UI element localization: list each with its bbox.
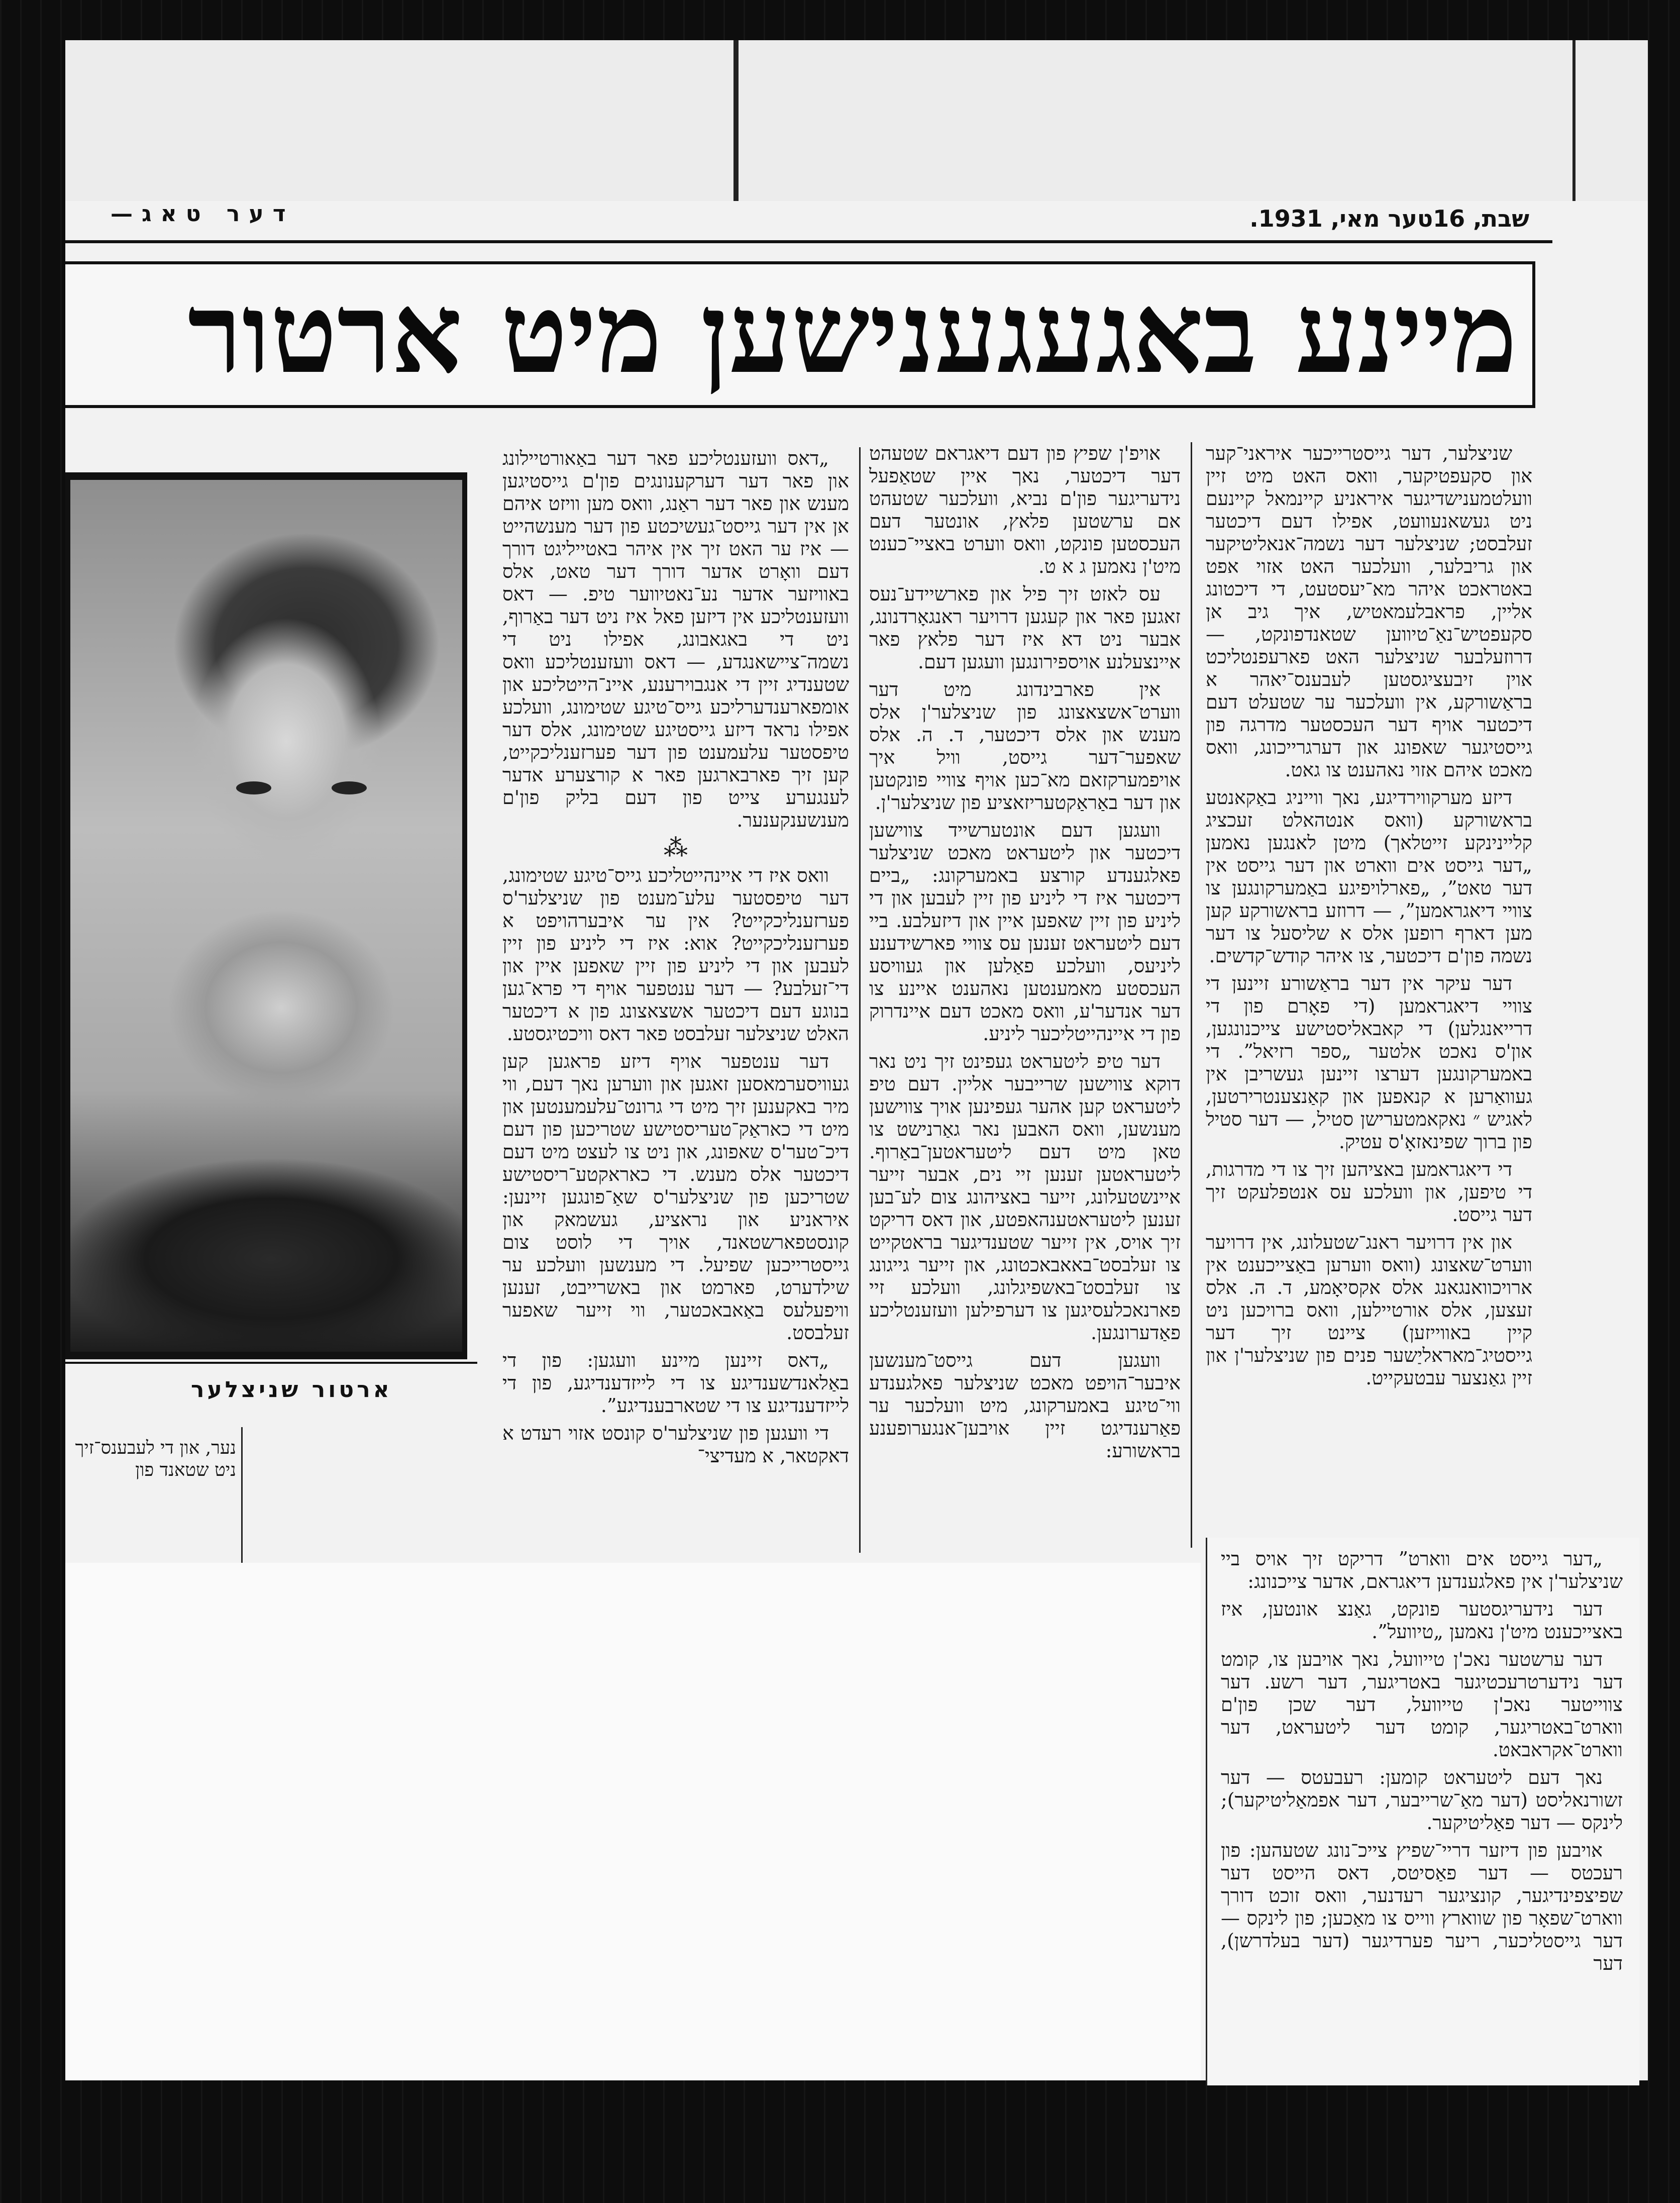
masthead-rule	[65, 240, 1552, 243]
paragraph: „דאס זיינען מיינע וועגען: פון די באַלאנדשענדיגע צו די לייזדענדיגע, פון די לייזדענדיגע צו די שטארבענדיגע”.	[502, 1349, 849, 1417]
fold-line	[733, 40, 739, 201]
clipping-top-margin	[65, 40, 1648, 201]
paragraph: וועגען דעם אונטערשייד צווישען דיכטער און ליטעראט מאכט שניצלער פאלגענדע קורצע באמערקונג: „ביים דיכטער איז די ליניע פון זיין לעבען און די ליניע פון זיין שאפען איין און דיזעלבע. ביי דעם ליטעראט זענען עס צוויי פארשידענע ליניעס, וועלכע פאַלען און געוויסע העכסטע מאמענטען נאהענט איינע צו דער אנדער'ע, וואס מאכט דעם איינדרוק פון די איינהייטליכער ליניע.	[869, 819, 1181, 1045]
paragraph: דער ערשטער נאכ'ן טייוועל, נאך אויבען צו, קומט דער נידערטרעכטיגער באטריגער, דער רשע. דער צווייטער נאכ'ן טייוועל, דער שכן פון'ם ווארט־באטריגער, קומט דער ליטעראט, דער ווארט־אקראבאט.	[1221, 1648, 1623, 1761]
paragraph: די וועגען פון שניצלער'ס קונסט אזוי רעדט א דאקטאר, א מעדיצי־	[502, 1422, 849, 1467]
article-column-2	[869, 442, 1181, 1533]
caption-rule	[65, 1362, 477, 1364]
paragraph: וועגען דעם גייסט־מענשען איבער־הויפט מאכט שניצלער פאלגענדע ווי־טיגע באמערקונג, מיט וועלכער ער פאַרענדיגט זיין אויבען־אנגערופענע בראשורע:	[869, 1349, 1181, 1462]
paragraph: דער נידעריגסטער פונקט, גאַנצ אונטען, איז באצייכענט מיט'ן נאמען „טיוועל”.	[1221, 1598, 1623, 1643]
blank-lower-area	[65, 1563, 1201, 2080]
paragraph: דער ענטפער אויף דיזע פראגען קען געוויסערמאסען זאגען און ווערען נאך דעם, ווי מיר באקענען זיך מיט די גרונט־עלעמענטען און מיט די כאראַק־טעריסטישע שטריכען פון דעם דיכ־טער'ס שאפונג, און ניט צו לעצט מיט דעם דיכטער אלס מענש. די כאראקטע־ריסטישע שטריכען פון שניצלער'ס שאַ־פונגען זיינען: איראניע און נראציע, געשמאק און קונסטפארשטאנד, אויך די לוסט צום גייסטרייכען שפיעל. די מענשען וועלכע ער שילדערט, פארמט און באשרייבט, זענען וויפעלעס באַאבאכטער, ווי זייער שאפער זעלבסט.	[502, 1050, 849, 1344]
left-column-fragment: נער, און די לעבענס־זיך ניט שטאנד פון	[75, 1438, 236, 1480]
article-column-3	[502, 447, 849, 1553]
masthead-date: שבת, 16טער מאי, 1931.	[1249, 205, 1529, 232]
paragraph: וואס איז די איינהייטליכע גייס־טיגע שטימונג, דער טיפסטער עלע־מענט פון שניצלער'ס פערזענליכקייט? אין ער איבערהויפט א פערזענליכקייט? אוא: איז די ליניע פון זיין לעבען און די ליניע פון זיין שאפען איין און די־זעלבע? — דער ענטפער אויף די פרא־גען בנוגע דעם דיכטער אשצאצונג פון א דיכטער האלט שניצלער זעלבסט פאר דאס וויכטיגסטע.	[502, 864, 849, 1045]
portrait-eye	[236, 781, 271, 794]
paragraph: אויבען פון דיזער דריי־שפיץ צייכ־נונג שטעהען: פון רעכטס — דער פאַסיטס, דאס הייסט דער שפיצפינדיגער, קונציגער רעדנער, וואס זוכט דורך ווארט־שפאָר פון שווארץ ווייס צו מאַכען; פון לינקס — דער גייסטליכער, ריער פערדיגער (דער בעלדרשן), דער	[1221, 1839, 1623, 1974]
paragraph: און אין דרויער ראנג־שטעלונג, אין דרויער ווערט־שאצונג (וואס ווערען באַצייכענט אין ארויכוואנגאנג אלס אקסיאָמע, ד. ה. אלס זעצען, אלס אורטיילען, וואס ברויכען ניט קיין באווייזען) ציינט זיך דער גייסטיג־מאראליַשער פנים פון שניצלער'ן און זיין גאַנצער עבטעקייט.	[1206, 1231, 1532, 1389]
paragraph: עס לאזט זיך פיל און פארשיידע־נעס זאגען פאר און קעגען דרויער ראנגאָרדנונג, אבער ניט דא איז דער פלאץ פאר איינצעלנע אויספירונגען וועגען דעם.	[869, 583, 1181, 673]
headline: מיינע באגעגענישען מיט ארטור	[187, 268, 1517, 398]
article-column-1	[1206, 442, 1532, 1523]
section-separator: ⁂	[664, 834, 688, 862]
photo-caption: ארטור שניצלער	[191, 1377, 392, 1403]
masthead-paper-name: דער טאג—	[111, 201, 295, 227]
paragraph: די דיאגראמען באציהען זיך צו די מדרגות, די טיפען, און וועלכע עס אנטפלעקט זיך דער גייסט.	[1206, 1158, 1532, 1226]
paragraph: אין פארבינדונג מיט דער ווערט־אשצאצונג פון שניצלער'ן אלס מענש און אלס דיכטער, ד. ה. אלס שאפער־דער גייסט, וויל איך אויפמערקזאם מא־כען אויף צוויי פונקטען און דער באַראַקטעריזאציע פון שניצלער'ן.	[869, 678, 1181, 814]
paragraph: נאך דעם ליטעראט קומען: רעבעטס — דער זשורנאליסט (דער מאַ־שרייבער, דער אפמאַליטיקער); לינקס — דער פאַליטיקער.	[1221, 1766, 1623, 1834]
portrait-eye	[332, 781, 367, 794]
paragraph: „דאס וועזענטליכע פאר דער באַאורטיילונג און פאר דער דערקענונגים פון'ם גייסטיגען מענש און פאר דער ראַנג, וואס מען וויזט איהם אן אין דער גייסט־געשיכטע פון דער מענשהייט — איז ער האט זיך אין איהר באטייליגט דורך דעם וואָרט אדער דורך דער טאט, אלס באוויזער אדער נע־נאטיווער טיפ. — דאס וועזענטליכע אין דיזען פאל איז ניט דער באַרוף, ניט די באגאבונג, אפילו ניט די נשמה־ציישאנגדע, — דאס וועזענטליכע וואס שטענדיג זיין די אנגבוירענע, איינ־הייטליכע און אומפארענדערליכע גייס־טיגע שטימונג, וועלכע אפילו נראד דיזע גייסטיגע שטימונג, אלס דער טיפסטער עלעמענט פון דער פערזענליכקייט, קען זיך פארבארגען פאר א קורצערע אדער לענגערע צייט פון דעם בליק פון'ם מענשענקענער.	[502, 447, 849, 831]
paragraph: דער עיקר אין דער בראַשורע זיינען די צוויי דיאגראמען (די פאָרם פון די דרייאנגלען) די קאבאליסטישע צייכנונגען, און'ס נאכט אלטער „ספר רזיאל”. די באמערקונגען דערצו זיינען געשריבן אין געוואַרען א קנאפען און קאַנצענטרירטען, לאגיש ״ נאקאמטערישן סטיל, — דער סטיל פון ברוך שפינאזאָ'ס עטיק.	[1206, 972, 1532, 1153]
paragraph: „דער גייסט אים ווארט” דריקט זיך אויס ביי שניצלער'ן אין פאלגענדען דיאגראם, אדער צייכנונג:	[1221, 1548, 1623, 1592]
paragraph: אויפ'ן שפיץ פון דעם דיאגראם שטעהט דער דיכטער, נאך איין שטאַפעל נידעריגער פון'ם נביא, וועלכער שטעהט אם ערשטען פלאץ, אונטער דעם העכסטען פונקט, וואס ווערט באציי־כענט מיט'ן נאמען ג א ט.	[869, 442, 1181, 577]
paragraph: שניצלער, דער גייסטרייכער איראני־קער און סקעפטיקער, וואס האט מיט זיין וועלטמענישדיגער איראניע קיינמאל קיינעם ניט געשאנעוועט, אפילו דעם דיכטער זעלבסט; שניצלער דער נשמה־אנאליטיקער און גריבלער, וועלכער האט אזוי אפט באטראכט איהר מא־יעסטעט, די דיכטונג אליין, פראבלעמאטיש, איך גיב אן סקעפטיש־נאַ־טיווען שטאנדפונקט, — דרוזעלבער שניצלער האט פארעפנטליכט אוין זיבעציגסטען לעבענס־יאהר א בראַשורקע, אין וועלכער ער שטעלט דעם דיכטער אויף דער העכסטער מדרגה פון גייסטיגער שאפונג און דערגרייכונג, וואס מאכט איהם אזוי נאהענט צו גאט.	[1206, 442, 1532, 781]
paragraph: דער טיפ ליטעראט געפינט זיך ניט נאר דוקא צווישען שרייבער אליין. דעם טיפ ליטעראט קען אהער געפינען אויך צווישען מענשען, וואס האבען נאר גאַרנישט צו טאן מיט דעם ליטעראטען־באַרוף. ליטעראטען זענען זיי נים, אבער זייער איינשטעלונג, זייער באציהונג צום לע־בען זענען ליטעראטענהאפטע, און דאס דריקט זיך אויס, אין זייער שטענדיגער בראטקייט צו זעלבסט־באאבאכטונג, און זייער גייגונג צו זעלבסט־באשפיגלונג, וועלכע זיי פארנאכלעסיגען צו דערפילען וועזענטליכע פאַדערונגען.	[869, 1050, 1181, 1344]
column-rule	[1191, 442, 1192, 1548]
headline-box	[65, 261, 1535, 408]
paragraph: דיזע מערקווירדיגע, נאך ווייניג באַקאנטע בראשורקע (וואס אנטהאלט זעכציג קליינינקע זייטלאך) מיטן לאנגען נאמען „דער גייסט אים ווארט און דער גייסט אין דער טאט”, „פארלויפיגע באַמערקונגען צו צוויי דיאגראמען”, — דרוזע בראשורקע קען מען דארף רופען אלס א שליסעל צו דער נשמה פון'ם דיכטער, צו איהר קודש־קדשים.	[1206, 786, 1532, 967]
portrait-photo	[70, 480, 462, 1352]
column-rule	[241, 1427, 243, 1563]
column-rule	[859, 447, 861, 1553]
article-column-continued	[1221, 1548, 1623, 2075]
fold-line-right	[1572, 40, 1576, 201]
